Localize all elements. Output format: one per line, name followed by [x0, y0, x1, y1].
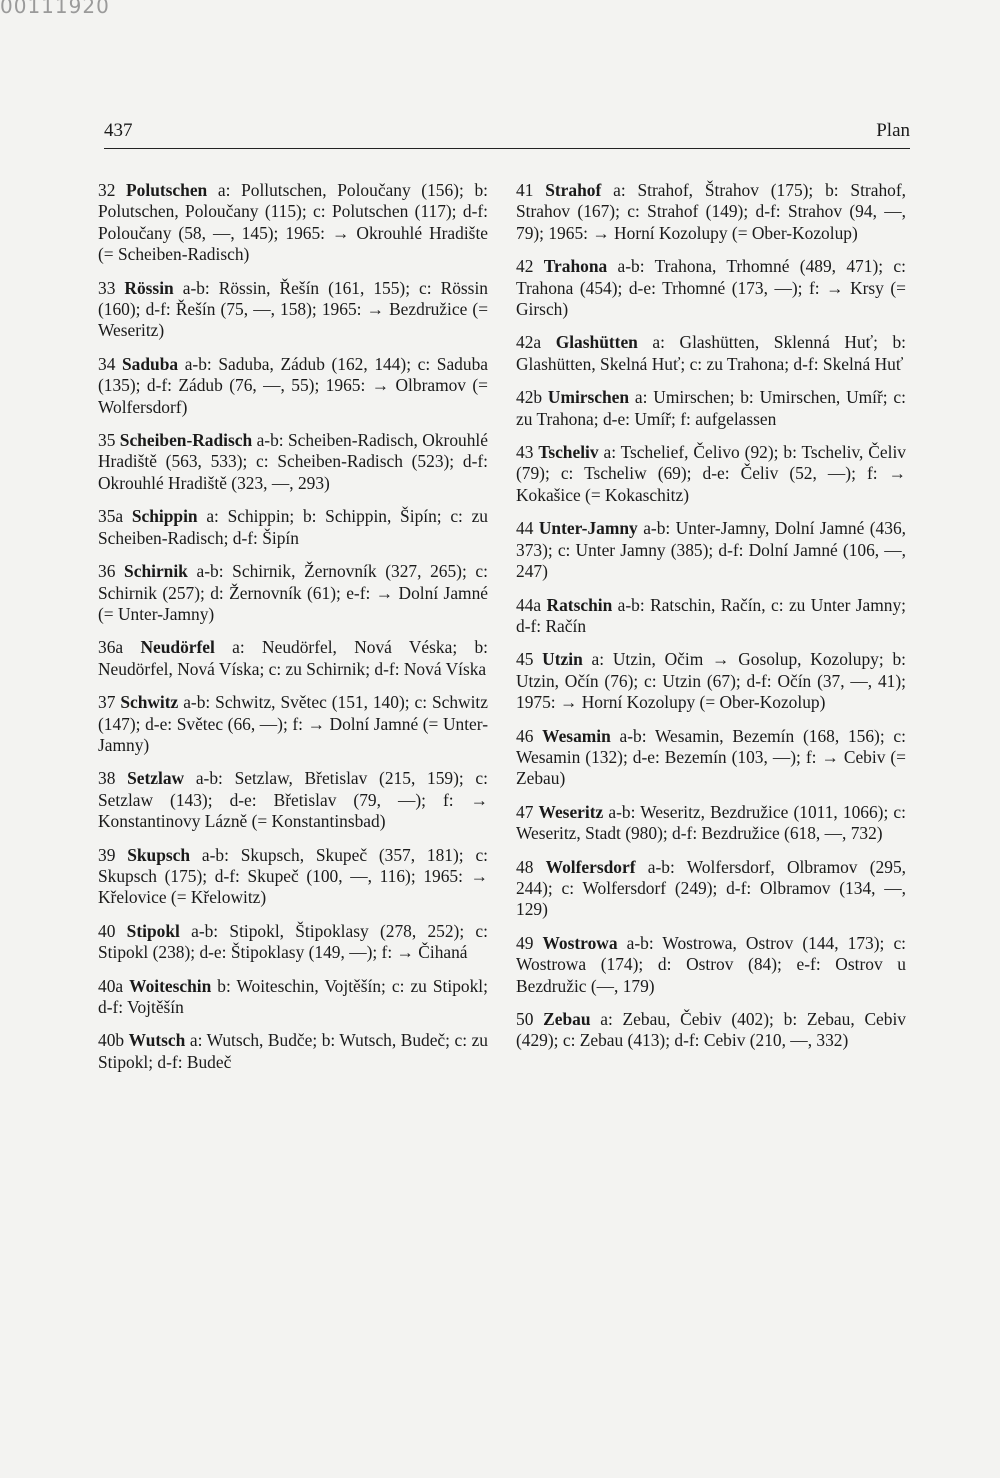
- place-entry: [98, 692, 488, 756]
- entry-name: Setzlaw: [127, 768, 185, 789]
- entry-name: Strahof: [545, 180, 602, 200]
- entry-name: Tscheliv: [538, 442, 599, 463]
- entry-number: 41: [516, 180, 534, 200]
- place-entry: [98, 354, 488, 418]
- entry-body: a-b: Wolfersdorf, Olbramov (295, 244); c: Wolfersdorf (249); d-f: Olbramov (134, —, 129): [516, 856, 906, 920]
- entry-number: 38: [98, 768, 116, 789]
- place-entry: [98, 430, 488, 494]
- entry-body: a-b: Setzlaw, Břetislav (215, 159); c: Setzlaw (143); d-e: Břetislav (79, —); f: → Konstantinovy Lázně (= Konstantinsbad): [98, 768, 488, 832]
- entry-number: 40b: [98, 1030, 125, 1051]
- entry-body: a: Zebau, Čebiv (402); b: Zebau, Cebiv (429); c: Zebau (413); d-f: Cebiv (210, —, 332): [516, 1009, 906, 1051]
- place-entry: [516, 649, 906, 713]
- entry-number: 48: [516, 856, 534, 877]
- entry-name: Wostrowa: [542, 932, 618, 953]
- place-entry: [98, 180, 488, 266]
- entry-body: a: Wutsch, Budče; b: Wutsch, Budeč; c: zu Stipokl; d-f: Budeč: [98, 1030, 488, 1072]
- entry-body: a-b: Rössin, Řešín (161, 155); c: Rössin (160); d-f: Řešín (75, —, 158); 1965: → Bezdružice (= Weseritz): [98, 277, 488, 341]
- entry-name: Trahona: [543, 256, 608, 277]
- place-entry: [98, 278, 488, 342]
- place-entry: [516, 1009, 906, 1052]
- entry-number: 47: [516, 801, 534, 822]
- entry-body: a: Pollutschen, Poloučany (156); b: Polutschen, Poloučany (115); c: Polutschen (117); d-f: Poloučany (58, —, 145); 1965: → Okrouhlé Hradište (= Scheiben-Radisch): [98, 180, 488, 265]
- entry-number: 50: [516, 1009, 534, 1029]
- place-entry: [516, 256, 906, 320]
- place-entry: [98, 561, 488, 625]
- entry-body: b: Woiteschin, Vojtěšín; c: zu Stipokl; d-f: Vojtěšín: [98, 975, 488, 1017]
- place-entry: [98, 506, 488, 549]
- entry-body: a-b: Skupsch, Skupeč (357, 181); c: Skupsch (175); d-f: Skupeč (100, —, 116); 1965: → Křelovice (= Křelowitz): [98, 844, 488, 908]
- entry-number: 39: [98, 844, 116, 865]
- entry-name: Stipokl: [126, 920, 180, 941]
- entry-body: a-b: Scheiben-Radisch, Okrouhlé Hradiště (563, 533); c: Scheiben-Radisch (523); d-f: Okrouhlé Hradiště (323, —, 293): [98, 430, 488, 493]
- entry-number: 45: [516, 649, 534, 670]
- entry-body: a-b: Stipokl, Štipoklasy (278, 252); c: Stipokl (238); d-e: Štipoklasy (149, —); f: → Čihaná: [98, 920, 488, 963]
- entry-number: 35: [98, 430, 116, 451]
- entry-number: 42a: [516, 332, 542, 353]
- entry-name: Zebau: [543, 1009, 591, 1029]
- entry-name: Schirnik: [124, 561, 188, 582]
- entry-body: a-b: Wesamin, Bezemín (168, 156); c: Wesamin (132); d-e: Bezemín (103, —); f: → Cebiv (= Zebau): [516, 725, 906, 789]
- place-entry: [516, 595, 906, 638]
- right-column: [516, 180, 906, 1064]
- entry-name: Umirschen: [547, 387, 630, 408]
- entry-number: 49: [516, 932, 534, 953]
- entry-body: a-b: Trahona, Trhomné (489, 471); c: Trahona (454); d-e: Trhomné (173, —); f: → Krsy (= Girsch): [516, 256, 906, 320]
- entry-name: Wesamin: [542, 725, 611, 746]
- place-entry: [516, 857, 906, 921]
- entry-name: Ratschin: [546, 594, 613, 615]
- place-entry: [98, 768, 488, 832]
- entry-number: 43: [516, 442, 534, 463]
- entry-number: 44: [516, 518, 534, 539]
- place-entry: [516, 726, 906, 790]
- entry-name: Utzin: [542, 649, 583, 670]
- corner-mark: 00111920: [0, 0, 110, 18]
- entry-body: a: Glashütten, Sklenná Huť; b: Glashütten, Skelná Huť; c: zu Trahona; d-f: Skelná Huť: [516, 332, 906, 374]
- entry-name: Neudörfel: [140, 637, 215, 658]
- entry-body: a-b: Weseritz, Bezdružice (1011, 1066); c: Weseritz, Stadt (980); d-f: Bezdružice (618, —, 732): [516, 801, 906, 844]
- entry-number: 36: [98, 561, 116, 582]
- place-entry: [516, 180, 906, 244]
- entry-name: Glashütten: [555, 332, 638, 353]
- place-entry: [516, 518, 906, 582]
- section-title: Plan: [876, 120, 910, 141]
- entry-body: a-b: Schirnik, Žernovník (327, 265); c: Schirnik (257); d: Žernovník (61); e-f: → Dolní Jamné (= Unter-Jamny): [98, 561, 488, 624]
- entry-body: a-b: Saduba, Zádub (162, 144); c: Saduba (135); d-f: Zádub (76, —, 55); 1965: → Olbramov (= Wolfersdorf): [98, 353, 488, 417]
- entry-body: a: Tschelief, Čelivo (92); b: Tscheliv, Čeliv (79); c: Tscheliw (69); d-e: Čeliv (52, —); f: → Kokašice (= Kokaschitz): [516, 442, 906, 505]
- entry-name: Schippin: [131, 506, 198, 527]
- place-entry: [516, 802, 906, 845]
- entry-body: a: Neudörfel, Nová Véska; b: Neudörfel, Nová Víska; c: zu Schirnik; d-f: Nová Víska: [98, 637, 488, 679]
- entry-body: a-b: Wostrowa, Ostrov (144, 173); c: Wostrowa (174); d: Ostrov (84); e-f: Ostrov u Bezdružic (—, 179): [516, 932, 906, 996]
- place-entry: [98, 976, 488, 1019]
- entry-number: 40a: [98, 975, 124, 996]
- entry-number: 33: [98, 277, 116, 298]
- place-entry: [98, 1030, 488, 1073]
- place-entry: [98, 637, 488, 680]
- entry-name: Skupsch: [127, 844, 191, 865]
- entry-number: 40: [98, 920, 116, 941]
- entry-number: 46: [516, 725, 534, 746]
- entry-number: 42: [516, 256, 534, 277]
- entry-name: Saduba: [122, 353, 179, 374]
- entry-name: Scheiben-Radisch: [119, 430, 253, 451]
- entry-number: 44a: [516, 594, 542, 615]
- entry-body: a-b: Schwitz, Světec (151, 140); c: Schwitz (147); d-e: Světec (66, —); f: → Dolní Jamné (= Unter-Jamny): [98, 692, 488, 755]
- entry-body: a: Umirschen; b: Umirschen, Umíř; c: zu Trahona; d-e: Umíř; f: aufgelassen: [516, 387, 906, 429]
- place-entry: [516, 442, 906, 506]
- header-rule: [104, 148, 910, 149]
- entry-name: Unter-Jamny: [538, 518, 638, 539]
- place-entry: [98, 921, 488, 964]
- place-entry: [516, 933, 906, 997]
- entry-number: 36a: [98, 637, 124, 658]
- place-entry: [516, 332, 906, 375]
- entry-body: a: Utzin, Očim → Gosolup, Kozolupy; b: Utzin, Očín (76); c: Utzin (67); d-f: Očín (37, —, 41); 1975: → Horní Kozolupy (= Ober-Kozolup): [516, 649, 906, 713]
- entry-name: Weseritz: [538, 801, 604, 822]
- entry-name: Polutschen: [126, 180, 208, 200]
- place-entry: [98, 845, 488, 909]
- entry-name: Rössin: [124, 277, 174, 298]
- entry-number: 32: [98, 180, 116, 200]
- entry-name: Wutsch: [128, 1030, 186, 1051]
- entry-body: a: Strahof, Štrahov (175); b: Strahof, Strahov (167); c: Strahof (149); d-f: Strahov (94, —, 79); 1965: → Horní Kozolupy (= Ober-Kozolup): [516, 180, 906, 243]
- entry-number: 34: [98, 353, 116, 374]
- left-column: [98, 180, 488, 1085]
- entry-number: 37: [98, 692, 116, 713]
- entry-name: Wolfersdorf: [545, 856, 636, 877]
- entry-number: 42b: [516, 387, 543, 408]
- entry-body: a: Schippin; b: Schippin, Šipín; c: zu Scheiben-Radisch; d-f: Šipín: [98, 506, 488, 548]
- page-number: 437: [104, 120, 133, 141]
- page-header: [104, 120, 910, 142]
- entry-number: 35a: [98, 506, 124, 527]
- entry-name: Schwitz: [120, 692, 179, 713]
- entry-name: Woiteschin: [129, 975, 212, 996]
- entry-body: a-b: Unter-Jamny, Dolní Jamné (436, 373); c: Unter Jamny (385); d-f: Dolní Jamné (106, —, 247): [516, 518, 906, 582]
- place-entry: [516, 387, 906, 430]
- entry-body: a-b: Ratschin, Račín, c: zu Unter Jamny; d-f: Račín: [516, 594, 906, 636]
